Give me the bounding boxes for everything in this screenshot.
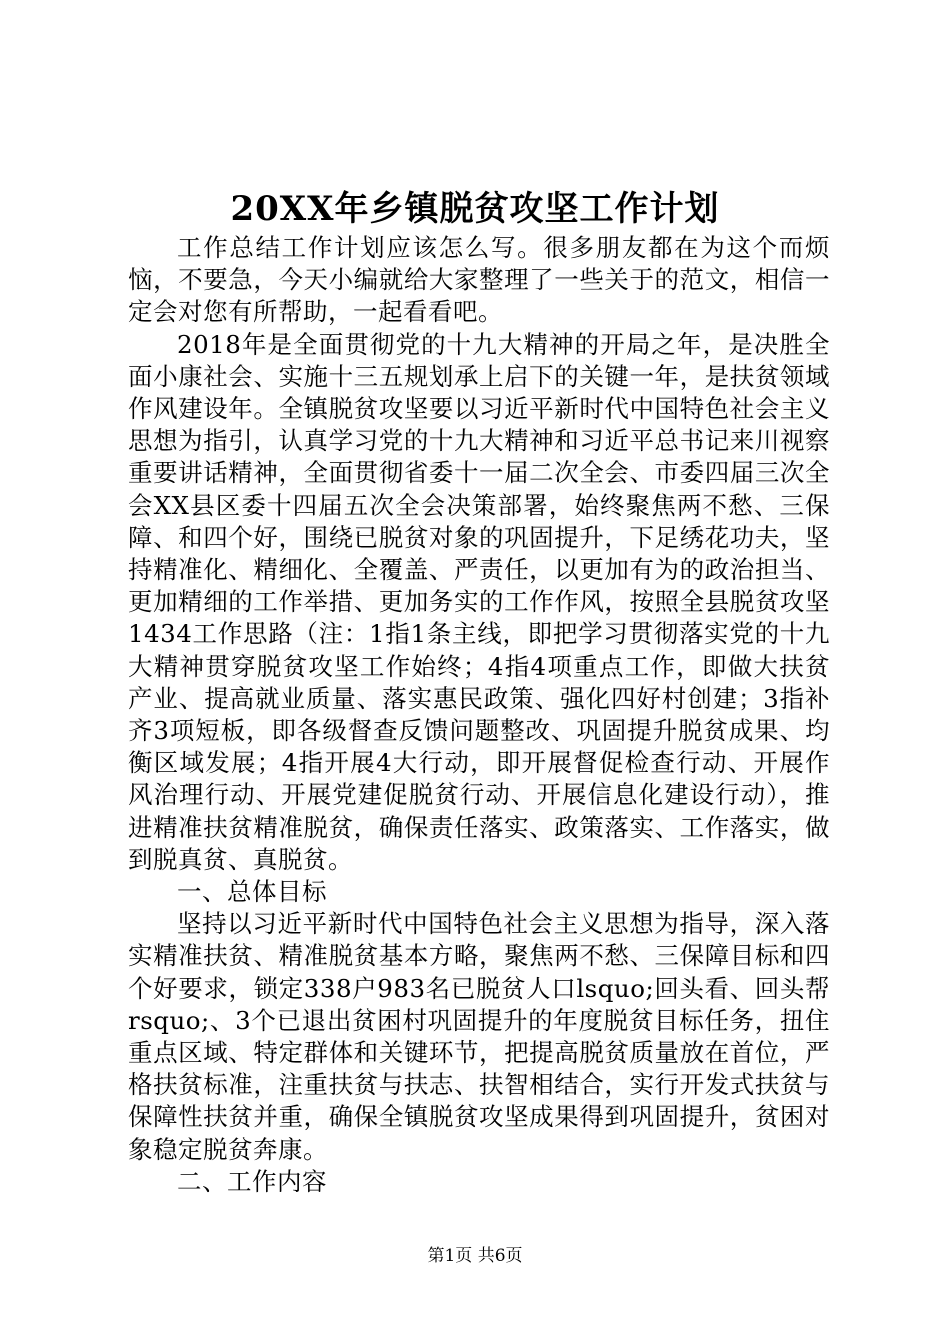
document-title: 20XX年乡镇脱贫攻坚工作计划 [230, 189, 720, 229]
intro-paragraph: 工作总结工作计划应该怎么写。很多朋友都在为这个而烦恼，不要急，今天小编就给大家整理了一些关于的范文，相信一定会对您有所帮助，一起看看吧。 [128, 233, 830, 327]
document-body [128, 232, 830, 1198]
section-heading-overall-goal: 一、总体目标 [177, 877, 327, 907]
background-paragraph: 2018年是全面贯彻党的十九大精神的开局之年，是决胜全面小康社会、实施十三五规划承上启下的关键一年，是扶贫领域作风建设年。全镇脱贫攻坚要以习近平新时代中国特色社会主义思想为指引，认真学习党的十九大精神和习近平总书记来川视察重要讲话精神，全面贯彻省委十一届二次全会、市委四届三次全会XX县区委十四届五次全会决策部署，始终聚焦两不愁、三保障、和四个好，围绕已脱贫对象的巩固提升，下足绣花功夫，坚持精准化、精细化、全覆盖、严责任，以更加有为的政治担当、更加精细的工作举措、更加务实的工作作风，按照全县脱贫攻坚1434工作思路（注：1指1条主线，即把学习贯彻落实党的十九大精神贯穿脱贫攻坚工作始终；4指4项重点工作，即做大扶贫产业、提高就业质量、落实惠民政策、强化四好村创建；3指补齐3项短板，即各级督查反馈问题整改、巩固提升脱贫成果、均衡区域发展；4指开展4大行动，即开展督促检查行动、开展作风治理行动、开展党建促脱贫行动、开展信息化建设行动），推进精准扶贫精准脱贫，确保责任落实、政策落实、工作落实，做到脱真贫、真脱贫。 [128, 329, 830, 874]
page-footer: 第1页 共6页 [427, 1246, 523, 1266]
section-heading-work-content: 二、工作内容 [177, 1166, 327, 1196]
overall-goal-paragraph: 坚持以习近平新时代中国特色社会主义思想为指导，深入落实精准扶贫、精准脱贫基本方略，聚焦两不愁、三保障目标和四个好要求，锁定338户983名已脱贫人口lsquo;回头看、回头帮rsquo;、3个已退出贫困村巩固提升的年度脱贫目标任务，扭住重点区域、特定群体和关键环节，把提高脱贫质量放在首位，严格扶贫标准，注重扶贫与扶志、扶智相结合，实行开发式扶贫与保障性扶贫并重，确保全镇脱贫攻坚成果得到巩固提升，贫困对象稳定脱贫奔康。 [128, 909, 830, 1164]
